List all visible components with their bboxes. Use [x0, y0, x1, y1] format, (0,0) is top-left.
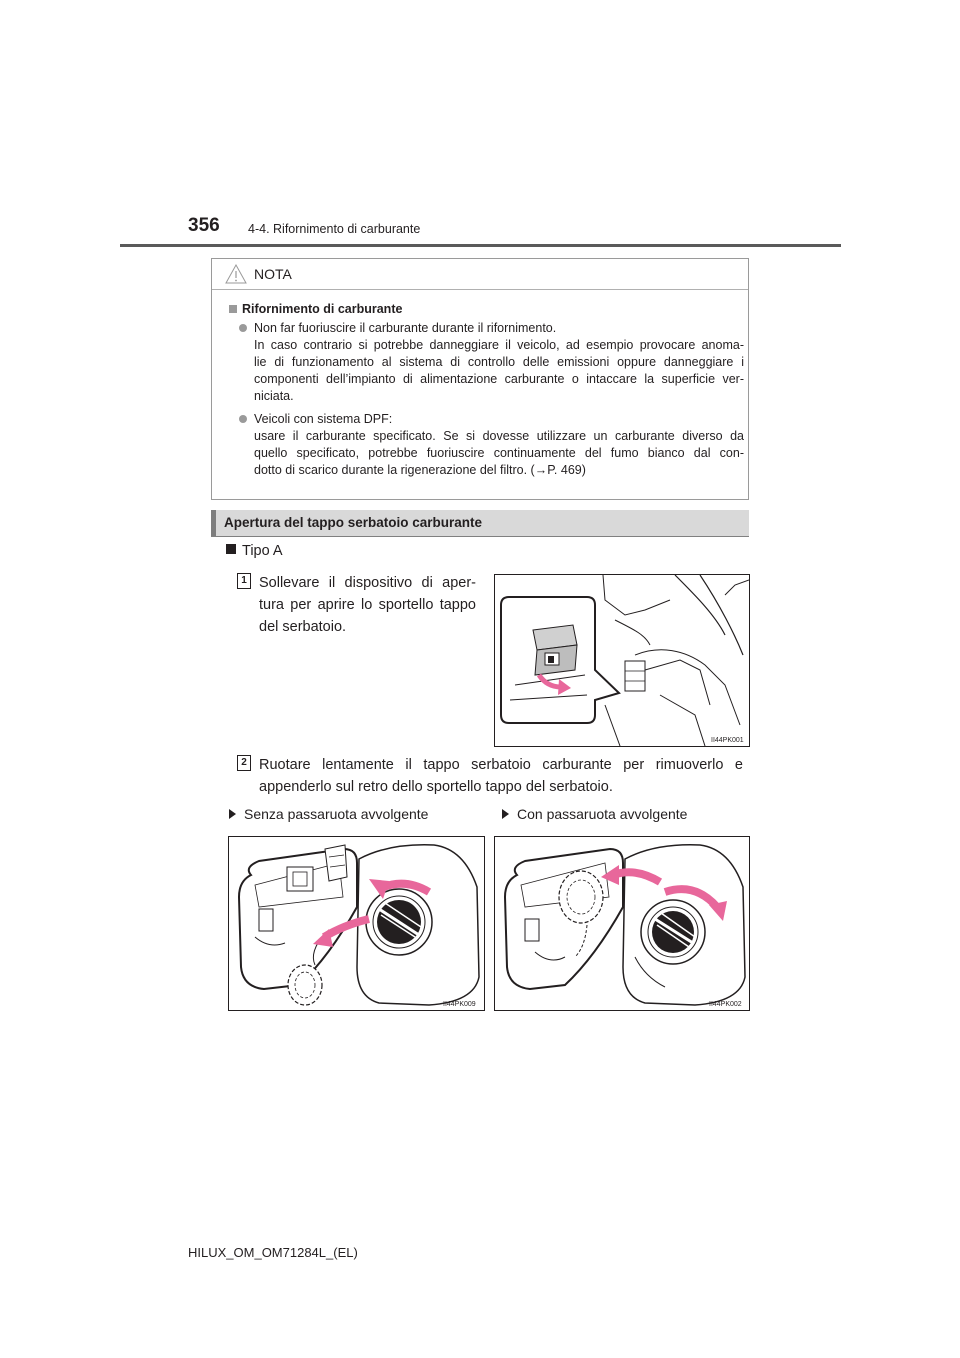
step-2-text: Ruotare lentamente il tappo serbatoio carburante per rimuoverlo e appenderlo sul retro dello sportello tappo del serbatoio.: [259, 757, 743, 795]
page-number: 356: [188, 215, 220, 236]
footer-document-id: HILUX_OM_OM71284L_(EL): [188, 1245, 358, 1260]
black-square-icon: [226, 544, 236, 554]
fuel-cap-figure-left: [228, 836, 485, 1011]
nota-title: NOTA: [254, 266, 292, 282]
section-bar: [211, 510, 749, 537]
bullet-dot-icon: [239, 324, 247, 332]
lever-illustration: [495, 575, 749, 746]
triangle-bullet-icon: [229, 809, 236, 819]
bullet-dot-icon: [239, 415, 247, 423]
bullet-line: quello specificato, potrebbe fuoriuscire continuamente del fumo bianco dal con-: [254, 446, 744, 460]
section-heading: 4-4. Rifornimento di carburante: [248, 222, 421, 236]
bullet-line: Veicoli con sistema DPF:: [254, 412, 393, 426]
bullet-line: usare il carburante specificato. Se si dovesse utilizzare un carburante diverso da: [254, 429, 744, 443]
left-figure-label: Senza passaruota avvolgente: [229, 806, 428, 822]
bullet-line: In caso contrario si potrebbe danneggiare il veicolo, ad esempio provocare anoma-: [254, 338, 744, 352]
bullet-line: lie di funzionamento al sistema di controllo delle emissioni oppure danneggiare i: [254, 355, 744, 369]
bullet-line: dotto di scarico durante la rigenerazione del filtro. (→P. 469): [254, 463, 586, 477]
square-bullet-icon: [229, 305, 237, 313]
fuel-cap-illustration-left: [229, 837, 484, 1010]
step-number-2: 2: [237, 755, 251, 771]
figure-code: II44PK002: [709, 1001, 742, 1008]
fuel-cap-figure-right: [494, 836, 750, 1011]
nota-subheading: Rifornimento di carburante: [229, 302, 402, 316]
bullet-line: niciata.: [254, 389, 294, 403]
bullet-line: Non far fuoriuscire il carburante durante il rifornimento.: [254, 321, 557, 335]
warning-icon: [225, 264, 247, 284]
header-divider: [120, 244, 841, 247]
nota-bullet: [239, 320, 744, 405]
nota-box: [211, 258, 749, 500]
right-figure-label: Con passaruota avvolgente: [502, 806, 687, 822]
figure-code: II44PK009: [443, 1001, 476, 1008]
figure-code: II44PK001: [711, 737, 744, 744]
step-1-text: Sollevare il dispositivo di aper- tura per aprire lo sportello tappo del serbatoio.: [259, 575, 476, 635]
bullet-line: componenti dell’impianto di alimentazione carburante o intaccare la superficie ver-: [254, 372, 744, 386]
type-heading: Tipo A: [226, 543, 283, 559]
step-number-1: 1: [237, 573, 251, 589]
nota-header: [212, 259, 748, 290]
fuel-cap-illustration-right: [495, 837, 749, 1010]
lever-figure: [494, 574, 750, 747]
section-bar-accent: [211, 510, 216, 536]
nota-bullet: [239, 411, 744, 479]
section-bar-title: Apertura del tappo serbatoio carburante: [224, 515, 483, 530]
triangle-bullet-icon: [502, 809, 509, 819]
